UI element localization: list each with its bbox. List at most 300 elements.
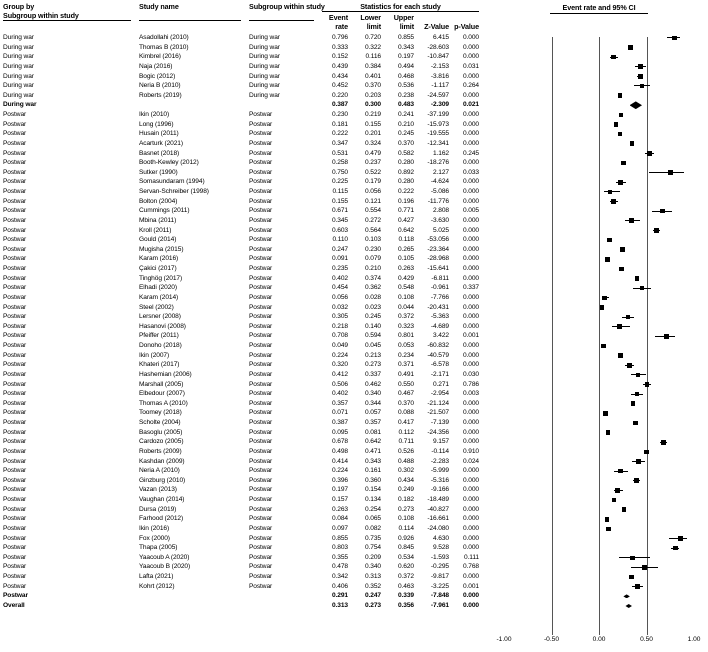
- cell-event-rate: 0.218: [331, 322, 348, 330]
- cell-subgroup: During war: [249, 53, 280, 61]
- table-row: [0, 168, 490, 178]
- cell-upper-limit: 0.273: [397, 505, 414, 513]
- cell-event-rate: 0.305: [331, 313, 348, 321]
- cell-z-value: -5.999: [430, 467, 449, 475]
- cell-lower-limit: 0.045: [364, 342, 381, 349]
- cell-z-value: -0.295: [430, 563, 449, 571]
- cell-group: Postwar: [3, 419, 27, 426]
- cell-p-value: 0.000: [462, 467, 479, 475]
- cell-upper-limit: 0.263: [397, 265, 414, 272]
- cell-subgroup: Postwar: [249, 111, 273, 118]
- cell-upper-limit: 0.534: [397, 553, 414, 561]
- cell-study: Thapa (2005): [139, 544, 178, 552]
- table-row: [0, 457, 490, 467]
- cell-subgroup: Postwar: [249, 361, 273, 369]
- cell-z-value: 3.422: [432, 332, 449, 340]
- cell-z-value: -4.689: [430, 322, 449, 330]
- cell-p-value: 0.000: [462, 322, 479, 330]
- cell-group: Postwar: [3, 563, 27, 571]
- cell-group: During war: [3, 34, 34, 41]
- cell-p-value: 0.000: [462, 342, 479, 349]
- cell-z-value: 9.528: [432, 544, 449, 552]
- confidence-interval-whisker: [649, 172, 684, 173]
- cell-upper-limit: 0.053: [397, 342, 414, 349]
- cell-event-rate: 0.402: [331, 390, 348, 398]
- cell-lower-limit: 0.247: [364, 592, 381, 600]
- cell-study: Pfeiffer (2011): [139, 332, 179, 340]
- table-row: [0, 553, 490, 563]
- cell-event-rate: 0.071: [331, 409, 348, 417]
- cell-upper-limit: 0.463: [397, 582, 414, 590]
- cell-lower-limit: 0.462: [364, 380, 381, 388]
- cell-upper-limit: 0.926: [397, 534, 414, 542]
- study-marker: [618, 180, 623, 185]
- cell-study: Lersner (2008): [139, 313, 181, 321]
- cell-lower-limit: 0.322: [364, 43, 381, 51]
- cell-event-rate: 0.387: [331, 101, 348, 109]
- cell-p-value: 0.000: [462, 216, 479, 224]
- cell-z-value: -1.593: [430, 553, 449, 561]
- cell-study: Ginzburg (2010): [139, 476, 186, 484]
- cell-p-value: 0.000: [462, 601, 479, 609]
- cell-z-value: -3.225: [430, 582, 449, 590]
- cell-lower-limit: 0.161: [364, 467, 381, 475]
- table-row: [0, 110, 490, 120]
- cell-upper-limit: 0.855: [397, 34, 414, 41]
- cell-event-rate: 0.224: [331, 467, 348, 475]
- cell-lower-limit: 0.384: [364, 62, 381, 70]
- cell-p-value: 0.000: [462, 573, 479, 580]
- cell-study: Vazan (2013): [139, 486, 177, 494]
- cell-study: Elhadi (2020): [139, 284, 177, 292]
- cell-z-value: -15.973: [427, 120, 449, 128]
- cell-p-value: 0.000: [462, 120, 479, 128]
- cell-event-rate: 0.320: [331, 361, 348, 369]
- cell-study: Neria B (2010): [139, 82, 181, 90]
- cell-study: Husain (2011): [139, 130, 179, 138]
- cell-group: Postwar: [3, 197, 27, 205]
- cell-subgroup: Postwar: [249, 313, 273, 321]
- table-row: [0, 52, 490, 62]
- cell-upper-limit: 0.892: [397, 168, 414, 176]
- table-row: [0, 33, 490, 43]
- header-event-rate-line2: rate: [335, 22, 348, 31]
- cell-subgroup: Postwar: [249, 293, 273, 301]
- cell-upper-limit: 0.356: [397, 601, 414, 609]
- cell-study: Booth-Kewley (2012): [139, 159, 199, 167]
- cell-p-value: 0.000: [462, 476, 479, 484]
- axis-tick-label: -0.50: [543, 636, 560, 643]
- cell-subgroup: During war: [249, 34, 280, 41]
- cell-upper-limit: 0.526: [397, 447, 414, 455]
- header-group-by: Group by: [3, 2, 35, 11]
- cell-group: Overall: [3, 601, 25, 609]
- cell-subgroup: Postwar: [249, 216, 273, 224]
- cell-lower-limit: 0.155: [364, 120, 381, 128]
- cell-upper-limit: 0.234: [397, 351, 414, 359]
- header-z-value: Z-Value: [424, 22, 449, 31]
- cell-group: During war: [3, 101, 37, 109]
- cell-event-rate: 0.452: [331, 82, 348, 90]
- cell-event-rate: 0.220: [331, 91, 348, 99]
- header-rule-statistics: [322, 11, 479, 12]
- cell-group: Postwar: [3, 505, 27, 513]
- cell-lower-limit: 0.028: [364, 293, 381, 301]
- cell-p-value: 0.000: [462, 486, 479, 494]
- table-row: [0, 562, 490, 572]
- cell-study: Cardozo (2005): [139, 438, 184, 446]
- cell-group: Postwar: [3, 370, 27, 378]
- cell-upper-limit: 0.371: [397, 361, 414, 369]
- cell-p-value: 0.000: [462, 159, 479, 167]
- cell-z-value: -5.316: [430, 476, 449, 484]
- cell-subgroup: Postwar: [249, 486, 273, 494]
- cell-event-rate: 0.291: [331, 592, 348, 600]
- cell-study: Fox (2000): [139, 534, 170, 542]
- cell-p-value: 0.000: [462, 419, 479, 426]
- cell-p-value: 0.000: [462, 130, 479, 138]
- cell-lower-limit: 0.154: [364, 486, 381, 494]
- cell-z-value: -24.080: [427, 524, 449, 532]
- cell-p-value: 0.000: [462, 265, 479, 272]
- study-marker: [618, 469, 623, 474]
- cell-lower-limit: 0.079: [364, 255, 381, 263]
- cell-group: Postwar: [3, 447, 27, 455]
- cell-group: Postwar: [3, 409, 27, 417]
- cell-subgroup: Postwar: [249, 274, 273, 282]
- table-row: [0, 437, 490, 447]
- cell-event-rate: 0.152: [331, 53, 348, 61]
- cell-p-value: 0.030: [462, 370, 479, 378]
- cell-z-value: -53.056: [427, 236, 449, 244]
- cell-group: Postwar: [3, 207, 27, 215]
- study-marker: [645, 382, 650, 387]
- cell-event-rate: 0.197: [331, 486, 348, 494]
- table-row: [0, 206, 490, 216]
- axis-tick-label: -1.00: [496, 636, 512, 643]
- cell-upper-limit: 0.372: [397, 573, 414, 580]
- cell-lower-limit: 0.219: [364, 111, 381, 118]
- cell-group: Postwar: [3, 534, 27, 542]
- table-row: [0, 582, 490, 592]
- cell-study: Neria A (2010): [139, 467, 180, 475]
- cell-group: Postwar: [3, 149, 27, 157]
- cell-z-value: -2.309: [430, 101, 449, 109]
- table-row: [0, 81, 490, 91]
- study-marker: [635, 584, 640, 589]
- cell-upper-limit: 0.088: [397, 409, 414, 417]
- study-marker: [678, 536, 683, 541]
- cell-p-value: 0.024: [462, 457, 479, 465]
- study-marker: [629, 575, 634, 580]
- table-row: [0, 129, 490, 139]
- table-row: [0, 216, 490, 226]
- subgroup-summary-diamond: [630, 101, 643, 109]
- cell-study: Toomey (2018): [139, 409, 182, 417]
- cell-event-rate: 0.263: [331, 505, 348, 513]
- study-marker: [629, 218, 634, 223]
- cell-p-value: 0.000: [462, 34, 479, 41]
- cell-lower-limit: 0.081: [364, 428, 381, 436]
- cell-p-value: 0.000: [462, 313, 479, 321]
- cell-upper-limit: 0.845: [397, 544, 414, 552]
- header-rule-subgroup: [249, 20, 314, 21]
- cell-upper-limit: 0.044: [397, 303, 414, 311]
- cell-lower-limit: 0.754: [364, 544, 381, 552]
- cell-group: Postwar: [3, 496, 27, 503]
- study-marker: [617, 324, 622, 329]
- cell-lower-limit: 0.642: [364, 438, 381, 446]
- study-marker: [622, 507, 627, 512]
- cell-upper-limit: 0.280: [397, 159, 414, 167]
- cell-group: During war: [3, 62, 34, 70]
- cell-lower-limit: 0.254: [364, 505, 381, 513]
- study-marker: [601, 344, 606, 349]
- cell-lower-limit: 0.471: [364, 447, 381, 455]
- study-marker: [633, 421, 638, 426]
- cell-p-value: 0.000: [462, 515, 479, 523]
- cell-upper-limit: 0.771: [397, 207, 414, 215]
- cell-z-value: -20.431: [427, 303, 449, 311]
- cell-p-value: 0.000: [462, 428, 479, 436]
- header-upper-limit-line2: limit: [399, 22, 414, 31]
- cell-event-rate: 0.387: [331, 419, 348, 426]
- cell-z-value: -37.199: [427, 111, 449, 118]
- cell-z-value: -19.555: [427, 130, 449, 138]
- cell-study: Ikin (2010): [139, 111, 170, 118]
- cell-subgroup: During war: [249, 62, 280, 70]
- table-row: [0, 505, 490, 515]
- cell-subgroup: Postwar: [249, 168, 273, 176]
- cell-upper-limit: 0.280: [397, 178, 414, 186]
- cell-p-value: 0.000: [462, 91, 479, 99]
- cell-subgroup: Postwar: [249, 476, 273, 484]
- table-row: [0, 485, 490, 495]
- cell-p-value: 0.000: [462, 524, 479, 532]
- study-marker: [630, 141, 635, 146]
- table-row: [0, 303, 490, 313]
- cell-study: Somasundaram (1994): [139, 178, 205, 186]
- cell-subgroup: Postwar: [249, 188, 273, 195]
- cell-group: Postwar: [3, 159, 27, 167]
- cell-p-value: 0.000: [462, 197, 479, 205]
- cell-event-rate: 0.235: [331, 265, 348, 272]
- cell-lower-limit: 0.237: [364, 159, 381, 167]
- cell-upper-limit: 0.105: [397, 255, 414, 263]
- cell-study: Mbina (2011): [139, 216, 177, 224]
- cell-subgroup: During war: [249, 43, 280, 51]
- cell-lower-limit: 0.121: [364, 197, 381, 205]
- cell-lower-limit: 0.374: [364, 274, 381, 282]
- cell-z-value: -3.816: [430, 72, 449, 80]
- subgroup-summary-diamond: [623, 594, 629, 598]
- cell-upper-limit: 0.550: [397, 380, 414, 388]
- cell-lower-limit: 0.313: [364, 573, 381, 580]
- cell-p-value: 0.000: [462, 438, 479, 446]
- cell-z-value: -7.766: [430, 293, 449, 301]
- cell-group: Postwar: [3, 216, 27, 224]
- cell-z-value: -1.117: [431, 82, 449, 90]
- study-marker: [606, 430, 611, 435]
- cell-subgroup: Postwar: [249, 284, 273, 292]
- cell-upper-limit: 0.711: [398, 438, 414, 446]
- cell-upper-limit: 0.339: [397, 592, 414, 600]
- cell-study: Farhood (2012): [139, 515, 184, 523]
- cell-upper-limit: 0.434: [397, 476, 414, 484]
- table-row: [0, 283, 490, 293]
- study-marker: [634, 478, 639, 483]
- cell-study: Lafta (2021): [139, 573, 174, 580]
- cell-upper-limit: 0.370: [397, 139, 414, 147]
- table-row: [0, 572, 490, 582]
- cell-event-rate: 0.414: [331, 457, 348, 465]
- cell-subgroup: Postwar: [249, 467, 273, 475]
- header-subgroup-col: Subgroup within study: [249, 2, 325, 11]
- table-row: [0, 120, 490, 130]
- cell-subgroup: Postwar: [249, 255, 273, 263]
- plot-gridline: [647, 37, 648, 635]
- cell-study: Dursa (2019): [139, 505, 177, 513]
- cell-upper-limit: 0.417: [397, 419, 414, 426]
- cell-subgroup: Postwar: [249, 370, 273, 378]
- cell-p-value: 0.000: [462, 178, 479, 186]
- table-row: [0, 245, 490, 255]
- cell-p-value: 0.003: [462, 390, 479, 398]
- cell-p-value: 0.000: [462, 544, 479, 552]
- cell-lower-limit: 0.213: [364, 351, 381, 359]
- table-row: [0, 187, 490, 197]
- cell-z-value: -5.086: [430, 188, 449, 195]
- cell-subgroup: Postwar: [249, 226, 273, 234]
- cell-p-value: 0.000: [462, 274, 479, 282]
- cell-event-rate: 0.056: [331, 293, 348, 301]
- cell-upper-limit: 0.265: [397, 245, 414, 253]
- cell-study: Bogic (2012): [139, 72, 176, 80]
- cell-z-value: -0.961: [430, 284, 449, 292]
- table-row: [0, 380, 490, 390]
- table-row: [0, 341, 490, 351]
- cell-study: Hasanovi (2008): [139, 322, 186, 330]
- table-row: [0, 370, 490, 380]
- cell-event-rate: 0.230: [331, 111, 348, 118]
- cell-event-rate: 0.355: [331, 553, 348, 561]
- cell-event-rate: 0.345: [331, 216, 348, 224]
- cell-group: During war: [3, 91, 34, 99]
- cell-p-value: 0.005: [462, 207, 479, 215]
- cell-subgroup: Postwar: [249, 380, 273, 388]
- cell-group: Postwar: [3, 582, 27, 590]
- table-row: [0, 601, 490, 611]
- table-row: [0, 293, 490, 303]
- cell-study: Asadollahi (2010): [139, 34, 189, 41]
- cell-p-value: 0.000: [462, 255, 479, 263]
- cell-event-rate: 0.750: [331, 168, 348, 176]
- table-row: [0, 408, 490, 418]
- cell-group: Postwar: [3, 342, 27, 349]
- cell-study: Donoho (2018): [139, 342, 182, 349]
- cell-upper-limit: 0.302: [397, 467, 414, 475]
- study-marker: [660, 209, 665, 214]
- cell-subgroup: During war: [249, 82, 280, 90]
- cell-upper-limit: 0.620: [397, 563, 414, 571]
- cell-event-rate: 0.110: [332, 236, 348, 244]
- cell-group: Postwar: [3, 524, 27, 532]
- cell-z-value: -3.630: [430, 216, 449, 224]
- cell-z-value: -60.832: [427, 342, 449, 349]
- cell-p-value: 0.000: [462, 351, 479, 359]
- cell-z-value: -7.139: [430, 419, 449, 426]
- cell-event-rate: 0.454: [331, 284, 348, 292]
- cell-subgroup: Postwar: [249, 303, 273, 311]
- cell-study: Acarturk (2021): [139, 139, 183, 147]
- cell-upper-limit: 0.222: [397, 188, 414, 195]
- cell-p-value: 0.000: [462, 361, 479, 369]
- cell-event-rate: 0.247: [331, 245, 348, 253]
- cell-upper-limit: 0.245: [397, 130, 414, 138]
- cell-z-value: -21.507: [427, 409, 449, 417]
- cell-event-rate: 0.258: [331, 159, 348, 167]
- cell-subgroup: Postwar: [249, 236, 273, 244]
- cell-group: Postwar: [3, 515, 27, 523]
- cell-subgroup: Postwar: [249, 419, 273, 426]
- cell-event-rate: 0.803: [331, 544, 348, 552]
- cell-group: Postwar: [3, 573, 27, 580]
- cell-upper-limit: 0.488: [397, 457, 414, 465]
- cell-study: Yaacoub B (2020): [139, 563, 191, 571]
- cell-event-rate: 0.095: [331, 428, 348, 436]
- cell-event-rate: 0.678: [331, 438, 348, 446]
- cell-lower-limit: 0.201: [364, 130, 381, 138]
- table-row: [0, 351, 490, 361]
- table-row: [0, 389, 490, 399]
- study-marker: [618, 132, 623, 137]
- table-row: [0, 177, 490, 187]
- study-marker: [605, 257, 610, 262]
- cell-study: Kroll (2011): [139, 226, 172, 234]
- cell-lower-limit: 0.057: [364, 409, 381, 417]
- header-event-rate-line1: Event: [328, 13, 348, 22]
- cell-z-value: -28.603: [427, 43, 449, 51]
- table-row: [0, 158, 490, 168]
- cell-event-rate: 0.412: [331, 370, 348, 378]
- study-marker: [647, 151, 652, 156]
- header-subgroup-within-study: Subgroup within study: [3, 11, 79, 20]
- cell-event-rate: 0.115: [332, 188, 348, 195]
- cell-z-value: 9.157: [432, 438, 449, 446]
- cell-upper-limit: 0.182: [397, 496, 414, 503]
- cell-group: Postwar: [3, 457, 27, 465]
- cell-lower-limit: 0.209: [364, 553, 381, 561]
- cell-study: Vaughan (2014): [139, 496, 185, 503]
- cell-p-value: 0.000: [462, 245, 479, 253]
- cell-study: Hashemian (2006): [139, 370, 192, 378]
- cell-z-value: -2.954: [430, 390, 449, 398]
- cell-group: Postwar: [3, 592, 28, 600]
- study-marker: [673, 546, 678, 551]
- cell-p-value: 0.033: [462, 168, 479, 176]
- study-marker: [640, 286, 645, 291]
- cell-lower-limit: 0.362: [364, 284, 381, 292]
- cell-z-value: -6.811: [431, 274, 449, 282]
- header-lower-limit-line1: Lower: [360, 13, 381, 22]
- study-marker: [672, 36, 677, 41]
- cell-z-value: -40.579: [427, 351, 449, 359]
- table-row: [0, 312, 490, 322]
- cell-event-rate: 0.084: [331, 515, 348, 523]
- cell-z-value: -5.363: [430, 313, 449, 321]
- cell-lower-limit: 0.594: [364, 332, 381, 340]
- cell-lower-limit: 0.245: [364, 313, 381, 321]
